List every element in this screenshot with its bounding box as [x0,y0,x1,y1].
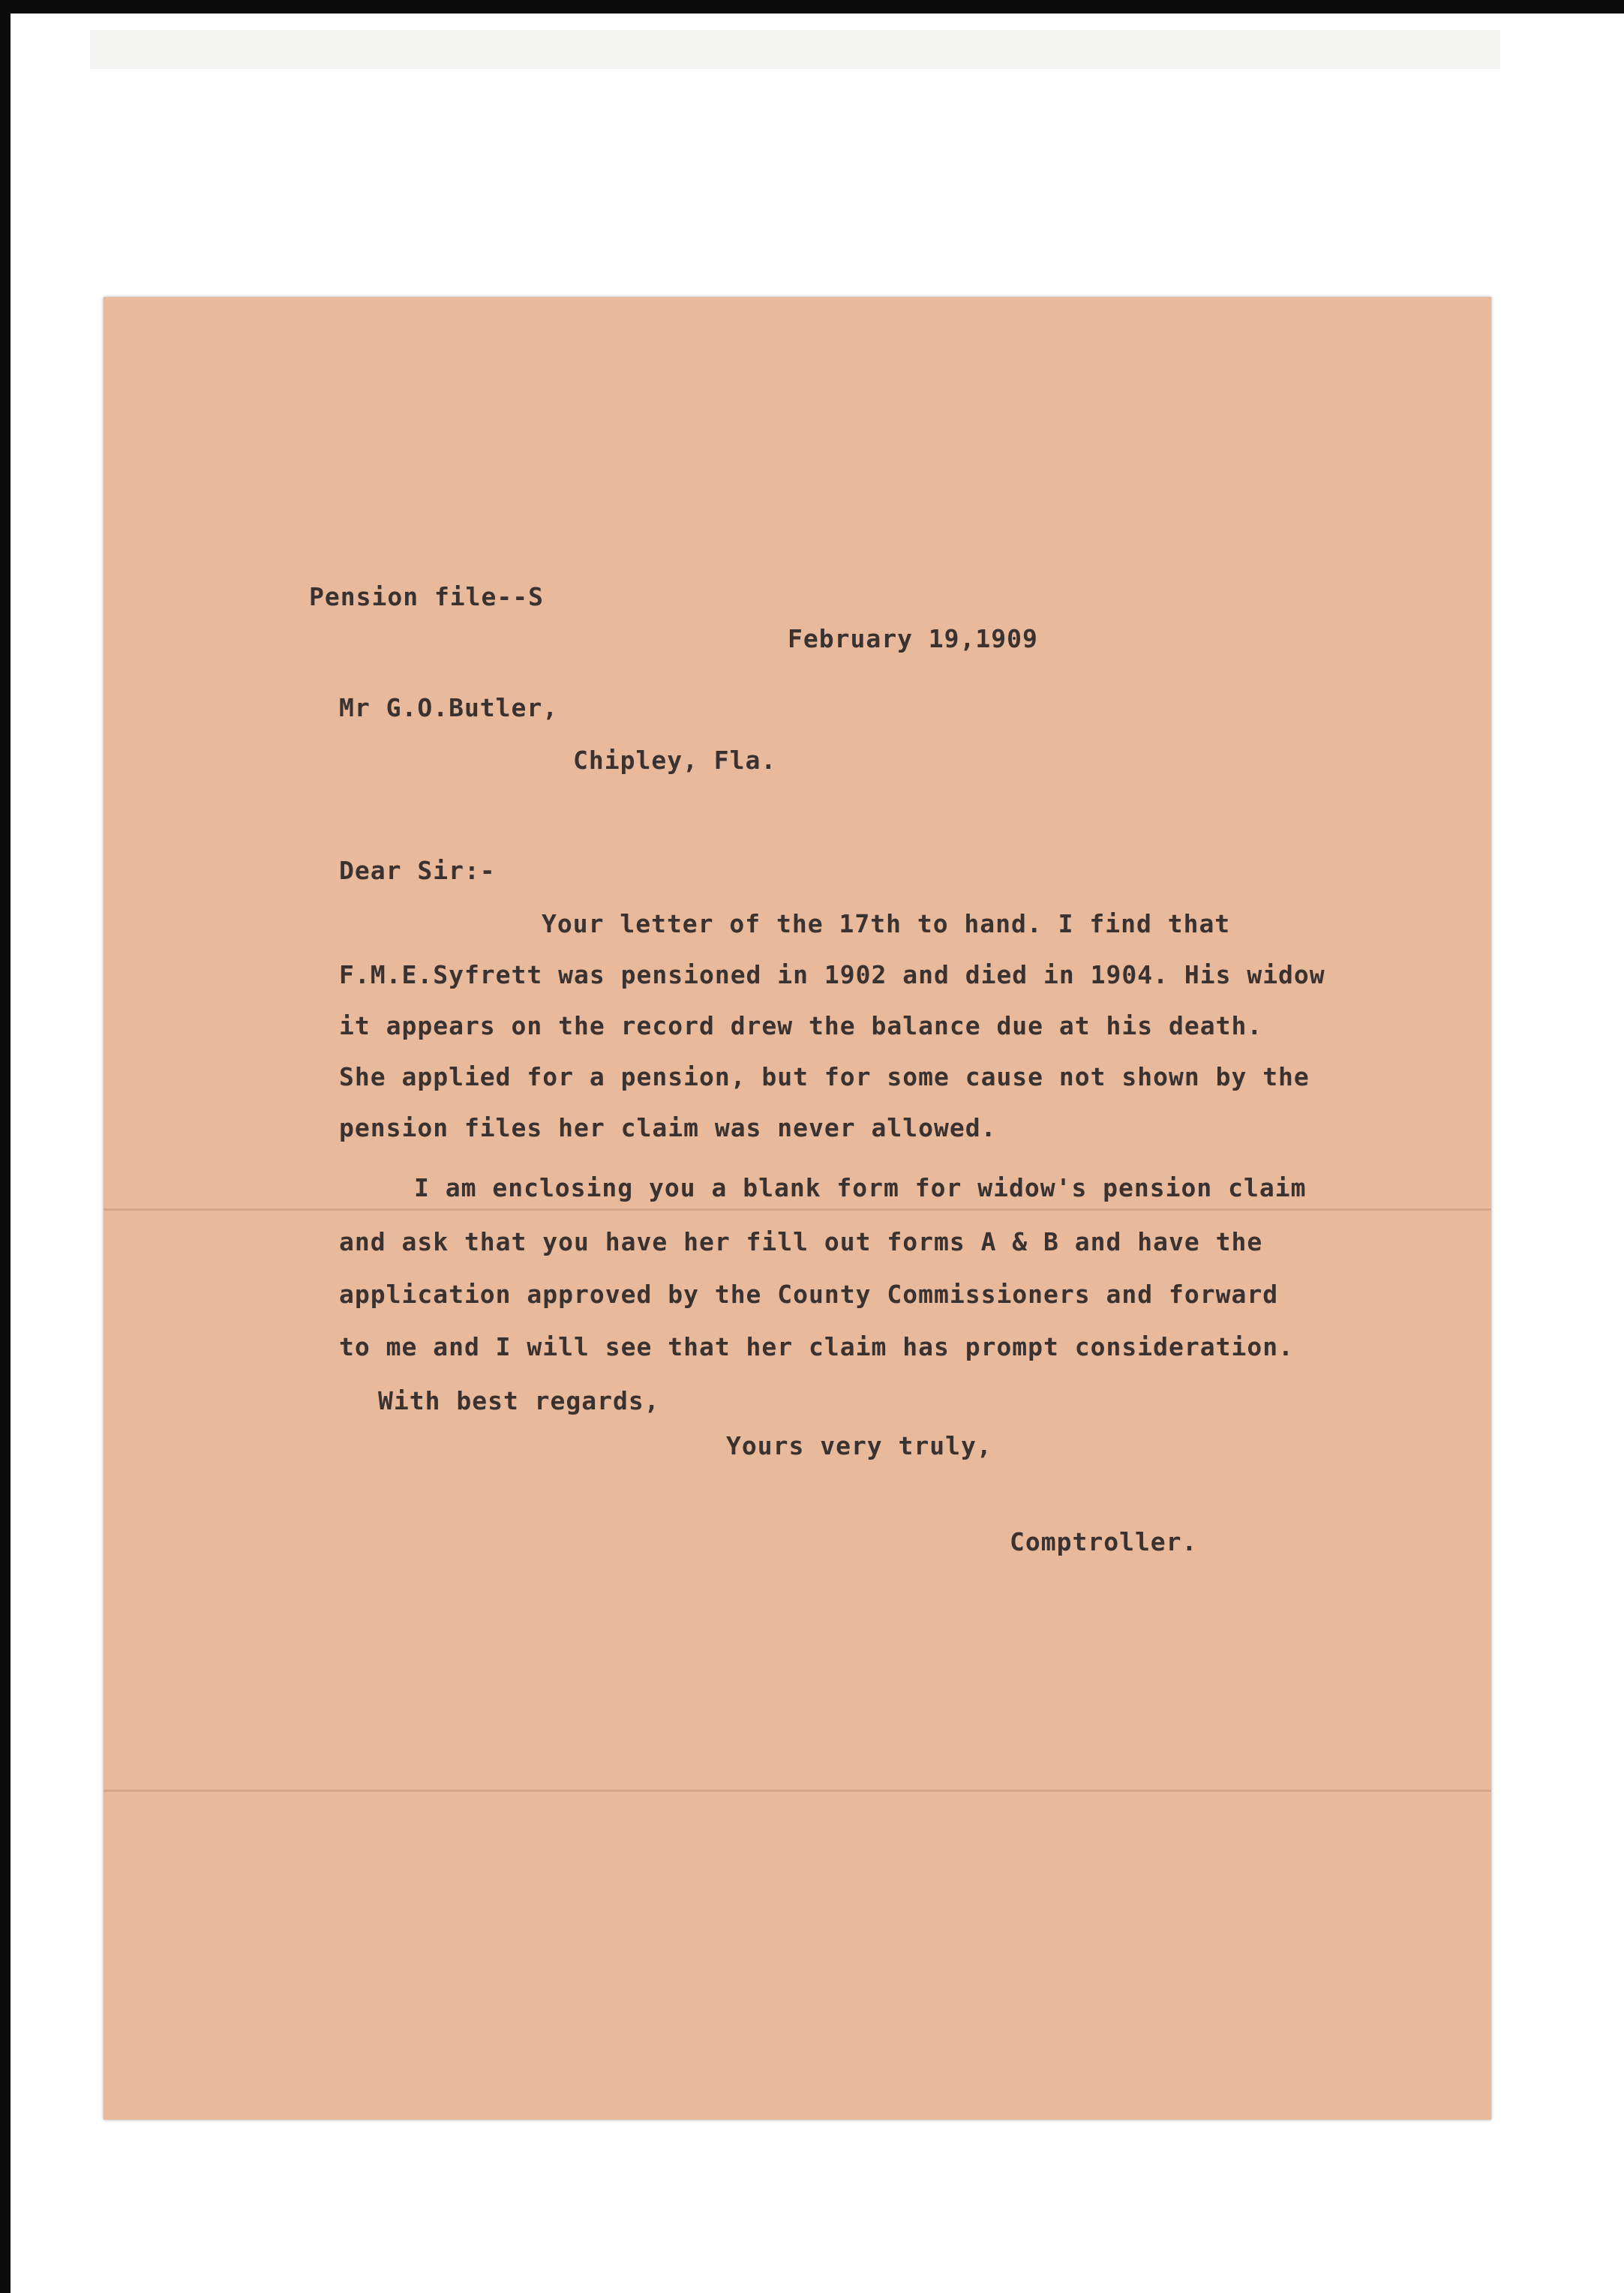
regards-line: With best regards, [378,1386,660,1415]
paper-fold-line [104,1790,1491,1792]
body-line: to me and I will see that her claim has prompt consideration. [339,1332,1294,1361]
body-line: Your letter of the 17th to hand. I find that [542,909,1231,938]
recipient-location: Chipley, Fla. [573,746,777,775]
letter-date: February 19,1909 [788,624,1038,653]
scan-border-left [0,0,11,2293]
file-reference: Pension file--S [309,582,545,611]
letter-paper [104,297,1491,2120]
body-line: pension files her claim was never allowed. [339,1113,997,1142]
scanner-glare-strip [90,30,1500,69]
recipient-name: Mr G.O.Butler, [339,693,559,722]
salutation: Dear Sir:- [339,856,496,885]
closing-line: Yours very truly, [726,1431,992,1460]
signature-title: Comptroller. [1010,1527,1198,1556]
body-line: F.M.E.Syfrett was pensioned in 1902 and died in 1904. His widow [339,960,1325,989]
body-line: and ask that you have her fill out forms A & B and have the [339,1227,1263,1256]
paper-fold-line [104,1208,1491,1211]
body-line: it appears on the record drew the balance due at his death. [339,1011,1263,1040]
scan-border-top [0,0,1624,14]
body-line: I am enclosing you a blank form for widow's pension claim [414,1173,1307,1202]
body-line: application approved by the County Commissioners and forward [339,1280,1279,1309]
body-line: She applied for a pension, but for some cause not shown by the [339,1062,1310,1091]
